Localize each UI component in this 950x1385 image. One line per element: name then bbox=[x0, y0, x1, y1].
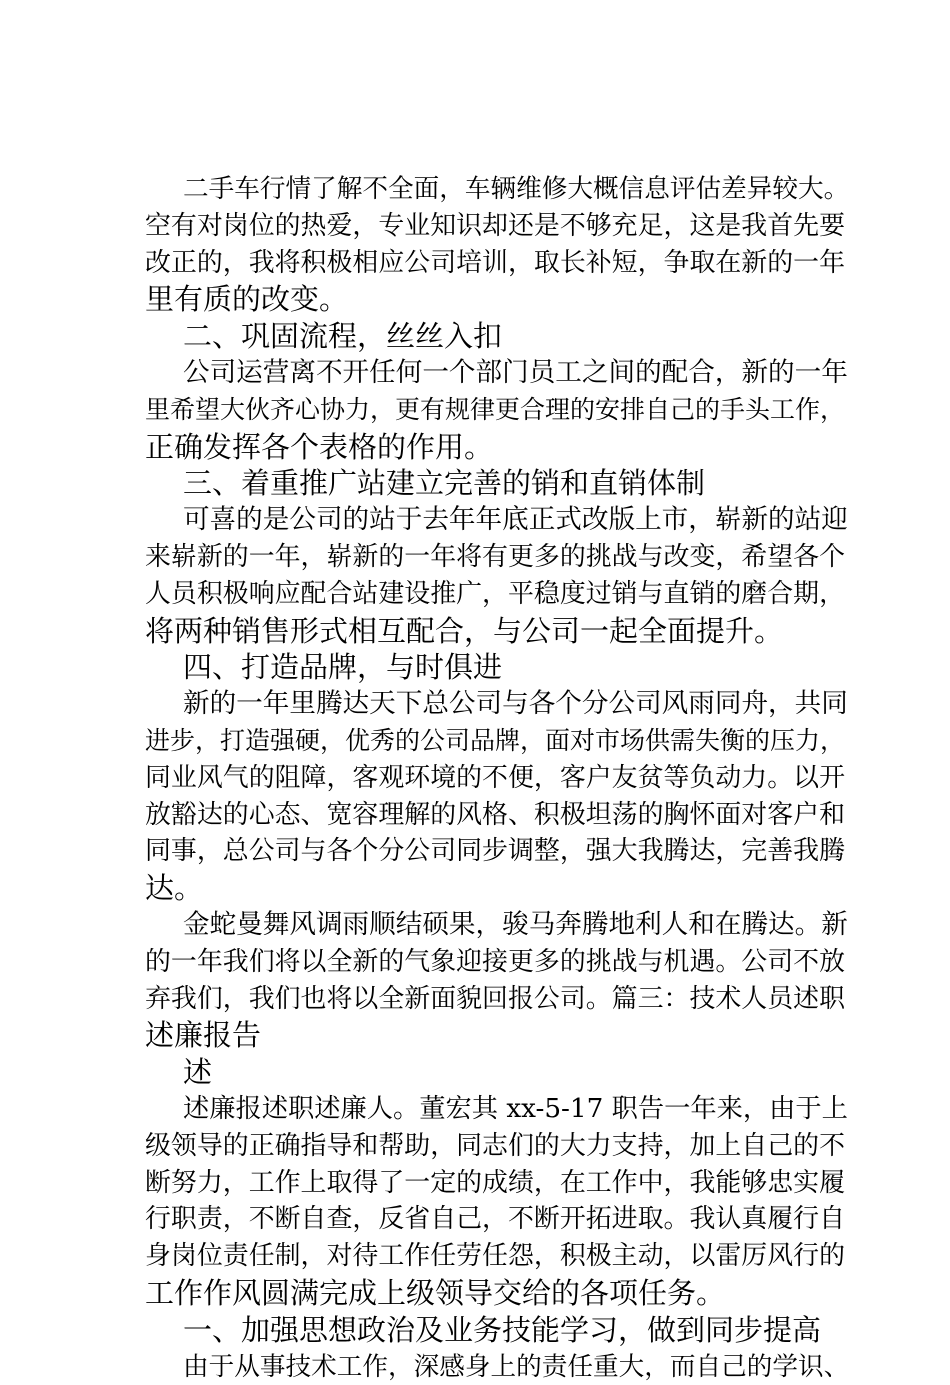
text-line: 由于从事技术工作，深感身上的责任重大，而自己的学识、 bbox=[145, 1349, 845, 1385]
text-line: 新的一年里腾达天下总公司与各个分公司风雨同舟，共同 bbox=[145, 686, 845, 723]
text-line: 人员积极响应配合站建设推广，平稳度过销与直销的磨合期， bbox=[145, 576, 845, 613]
text-line: 身岗位责任制，对待工作任劳任怨，积极主动，以雷厉风行的 bbox=[145, 1238, 845, 1275]
text-line: 来崭新的一年，崭新的一年将有更多的挑战与改变，希望各个 bbox=[145, 539, 845, 576]
text-line: 级领导的正确指导和帮助，同志们的大力支持，加上自己的不 bbox=[145, 1128, 845, 1165]
text-line: 行职责，不断自查，反省自己，不断开拓进取。我认真履行自 bbox=[145, 1201, 845, 1238]
document-body bbox=[145, 171, 845, 1385]
text-line: 里希望大伙齐心协力，更有规律更合理的安排自己的手头工作， bbox=[145, 392, 845, 429]
text-line: 进步，打造强硬，优秀的公司品牌，面对市场供需失衡的压力， bbox=[145, 723, 845, 760]
text-line: 一、加强思想政治及业务技能学习，做到同步提高 bbox=[145, 1312, 845, 1349]
text-line: 金蛇曼舞风调雨顺结硕果，骏马奔腾地利人和在腾达。新 bbox=[145, 907, 845, 944]
text-line: 工作作风圆满完成上级领导交给的各项任务。 bbox=[145, 1275, 845, 1312]
text-line: 断努力，工作上取得了一定的成绩，在工作中，我能够忠实履 bbox=[145, 1165, 845, 1202]
text-line: 公司运营离不开任何一个部门员工之间的配合，新的一年 bbox=[145, 355, 845, 392]
text-line: 述廉报告 bbox=[145, 1017, 845, 1054]
text-line: 放豁达的心态、宽容理解的风格、积极坦荡的胸怀面对客户和 bbox=[145, 797, 845, 834]
text-line: 述廉报述职述廉人。董宏其 xx-5-17 职告一年来，由于上 bbox=[145, 1091, 845, 1128]
text-line: 三、着重推广站建立完善的销和直销体制 bbox=[145, 465, 845, 502]
text-line: 二、巩固流程，丝丝入扣 bbox=[145, 318, 845, 355]
text-line: 四、打造品牌，与时俱进 bbox=[145, 649, 845, 686]
text-line: 达。 bbox=[145, 870, 845, 907]
text-line: 弃我们，我们也将以全新面貌回报公司。篇三：技术人员述职 bbox=[145, 981, 845, 1018]
text-line: 正确发挥各个表格的作用。 bbox=[145, 429, 845, 466]
text-line: 改正的，我将积极相应公司培训，取长补短，争取在新的一年 bbox=[145, 245, 845, 282]
text-line: 同业风气的阻障，客观环境的不便，客户友贫等负动力。以开 bbox=[145, 760, 845, 797]
text-line: 空有对岗位的热爱，专业知识却还是不够充足，这是我首先要 bbox=[145, 208, 845, 245]
text-line: 述 bbox=[145, 1054, 845, 1091]
text-line: 里有质的改变。 bbox=[145, 281, 845, 318]
text-line: 同事，总公司与各个分公司同步调整，强大我腾达，完善我腾 bbox=[145, 833, 845, 870]
text-line: 二手车行情了解不全面，车辆维修大概信息评估差异较大。 bbox=[145, 171, 845, 208]
text-line: 的一年我们将以全新的气象迎接更多的挑战与机遇。公司不放 bbox=[145, 944, 845, 981]
text-line: 将两种销售形式相互配合，与公司一起全面提升。 bbox=[145, 613, 845, 650]
text-line: 可喜的是公司的站于去年年底正式改版上市，崭新的站迎 bbox=[145, 502, 845, 539]
